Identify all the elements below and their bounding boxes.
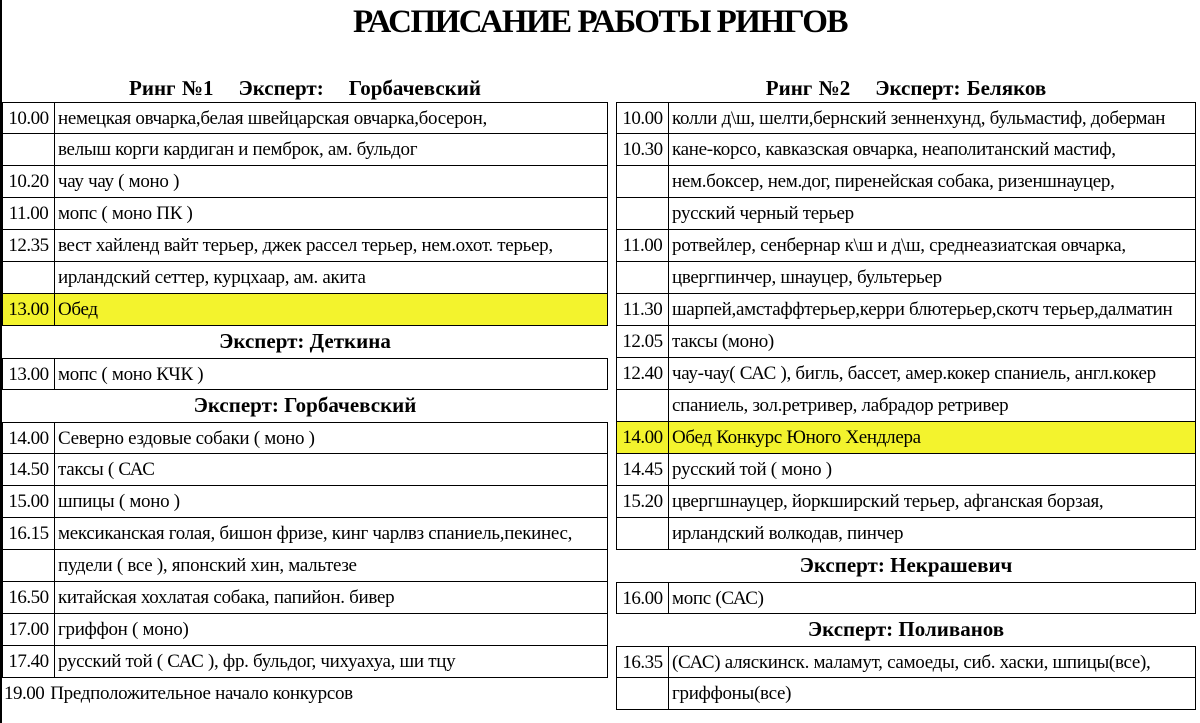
schedule-row (2, 646, 608, 678)
slot-breeds: спаниель, зол.ретривер, лабрадор ретривер (672, 395, 1009, 416)
slot-time: 16.00 (617, 583, 669, 613)
page-title: РАСПИСАНИЕ РАБОТЫ РИНГОВ (353, 4, 847, 40)
schedule-row (616, 294, 1196, 326)
slot-time (617, 678, 669, 709)
slot-time: 16.35 (617, 647, 669, 677)
slot-time: 14.50 (3, 454, 55, 485)
slot-breeds: (САС) аляскинск. маламут, самоеды, сиб. хаски, шпицы(все), (672, 652, 1151, 673)
slot-breeds: таксы ( САС (58, 459, 155, 480)
schedule-row (616, 486, 1196, 518)
slot-time (3, 134, 55, 165)
schedule-row (2, 454, 608, 486)
slot-breeds: шпицы ( моно ) (58, 491, 180, 512)
slot-time: 15.00 (3, 486, 55, 517)
slot-time: 13.00 (3, 359, 55, 389)
slot-time: 13.00 (3, 294, 55, 325)
schedule-row (616, 134, 1196, 166)
slot-breeds: велыш корги кардиган и пемброк, ам. бульдог (58, 139, 418, 160)
schedule-row (616, 454, 1196, 486)
ring2-schedule (616, 102, 1196, 710)
expert-heading: Эксперт: Деткина (219, 329, 391, 353)
slot-breeds: колли д\ш, шелти,бернский зенненхунд, бульмастиф, доберман (672, 108, 1166, 129)
slot-time: 11.30 (617, 294, 669, 325)
slot-breeds: мопс (САС) (672, 588, 764, 609)
slot-breeds: ирландский сеттер, курцхаар, ам. акита (58, 267, 366, 288)
slot-time: 17.40 (3, 646, 55, 677)
slot-time (617, 390, 669, 421)
slot-time: 10.00 (3, 103, 55, 133)
schedule-row (2, 198, 608, 230)
slot-breeds: цвергпинчер, шнауцер, бультерьер (672, 267, 942, 288)
slot-time: 17.00 (3, 614, 55, 645)
expert-heading: Эксперт: Горбачевский (193, 393, 417, 417)
schedule-row (2, 230, 608, 262)
slot-time: 14.00 (3, 423, 55, 453)
slot-breeds: Северно ездовые собаки ( моно ) (58, 428, 315, 449)
slot-breeds: ирландский волкодав, пинчер (672, 523, 904, 544)
schedule-row-break (2, 294, 608, 326)
slot-breeds: нем.боксер, нем.дог, пиренейская собака, ризеншнауцер, (672, 171, 1115, 192)
schedule-row (616, 198, 1196, 230)
slot-time (617, 262, 669, 293)
slot-time: 16.50 (3, 582, 55, 613)
slot-time: 12.35 (3, 230, 55, 261)
slot-time: 14.45 (617, 454, 669, 485)
slot-time: 12.40 (617, 358, 669, 389)
slot-breeds: русский той ( САС ), фр. бульдог, чихуахуа, ши тцу (58, 651, 456, 672)
slot-breeds: чау-чау( САС ), бигль, бассет, амер.кокер спаниель, англ.кокер (672, 363, 1156, 384)
slot-time (3, 550, 55, 581)
schedule-row (2, 422, 608, 454)
slot-time: 10.30 (617, 134, 669, 165)
schedule-row (616, 326, 1196, 358)
schedule-row (616, 102, 1196, 134)
schedule-row (2, 102, 608, 134)
schedule-row (2, 614, 608, 646)
slot-breeds: китайская хохлатая собака, папийон. бивер (58, 587, 395, 608)
slot-breeds: мексиканская голая, бишон фризе, кинг чарлвз спаниель,пекинес, (58, 523, 573, 544)
schedule-row (2, 262, 608, 294)
schedule-row (616, 646, 1196, 678)
slot-breeds: Предположительное начало конкурсов (50, 683, 353, 704)
slot-time: 16.15 (3, 518, 55, 549)
schedule-row (2, 166, 608, 198)
schedule-note (2, 678, 608, 710)
slot-time (617, 166, 669, 197)
schedule-row (616, 262, 1196, 294)
slot-breeds: таксы (моно) (672, 331, 774, 352)
slot-time (617, 198, 669, 229)
schedule-row (2, 134, 608, 166)
slot-breeds: Обед Конкурс Юного Хендлера (672, 427, 921, 448)
slot-breeds: русский той ( моно ) (672, 459, 832, 480)
schedule-row-break (616, 422, 1196, 454)
slot-breeds: шарпей,амстаффтерьер,керри блютерьер,скотч терьер,далматин (672, 299, 1173, 320)
slot-breeds: мопс ( моно ПК ) (58, 203, 193, 224)
slot-breeds: немецкая овчарка,белая швейцарская овчарка,босерон, (58, 108, 487, 129)
ring2-heading: Ринг №2 Эксперт: Беляков (765, 76, 1047, 100)
ring1-schedule (2, 102, 608, 710)
slot-breeds: русский черный терьер (672, 203, 854, 224)
schedule-row (2, 550, 608, 582)
expert-heading: Эксперт: Некрашевич (799, 553, 1013, 577)
slot-time: 14.00 (617, 422, 669, 453)
schedule-row (616, 518, 1196, 550)
slot-breeds: ротвейлер, сенбернар к\ш и д\ш, среднеазиатская овчарка, (672, 235, 1126, 256)
schedule-row (616, 582, 1196, 614)
slot-breeds: гриффон ( моно) (58, 619, 189, 640)
slot-time (617, 518, 669, 549)
slot-time: 10.00 (617, 103, 669, 133)
slot-time: 12.05 (617, 326, 669, 357)
slot-time: 11.00 (3, 198, 55, 229)
schedule-row (616, 166, 1196, 198)
slot-breeds: гриффоны(все) (672, 683, 792, 704)
schedule-row (616, 390, 1196, 422)
ring1-heading: Ринг №1 Эксперт: Горбачевский (129, 76, 481, 100)
slot-breeds: чау чау ( моно ) (58, 171, 180, 192)
schedule-row (2, 486, 608, 518)
schedule-row (616, 678, 1196, 710)
schedule-row (616, 358, 1196, 390)
slot-time: 15.20 (617, 486, 669, 517)
slot-time: 11.00 (617, 230, 669, 261)
schedule-row (2, 582, 608, 614)
slot-breeds: пудели ( все ), японский хин, мальтезе (58, 555, 357, 576)
schedule-row (616, 230, 1196, 262)
slot-breeds: вест хайленд вайт терьер, джек рассел терьер, нем.охот. терьер, (58, 235, 553, 256)
slot-breeds: мопс ( моно КЧК ) (58, 364, 204, 385)
slot-breeds: кане-корсо, кавказская овчарка, неаполитанский мастиф, (672, 139, 1116, 160)
slot-time: 19.00 (4, 683, 45, 704)
schedule-row (2, 518, 608, 550)
slot-time: 10.20 (3, 166, 55, 197)
schedule-row (2, 358, 608, 390)
expert-heading: Эксперт: Поливанов (807, 617, 1005, 641)
slot-breeds: цвергшнауцер, йоркширский терьер, афганская борзая, (672, 491, 1104, 512)
slot-breeds: Обед (58, 299, 98, 320)
slot-time (3, 262, 55, 293)
